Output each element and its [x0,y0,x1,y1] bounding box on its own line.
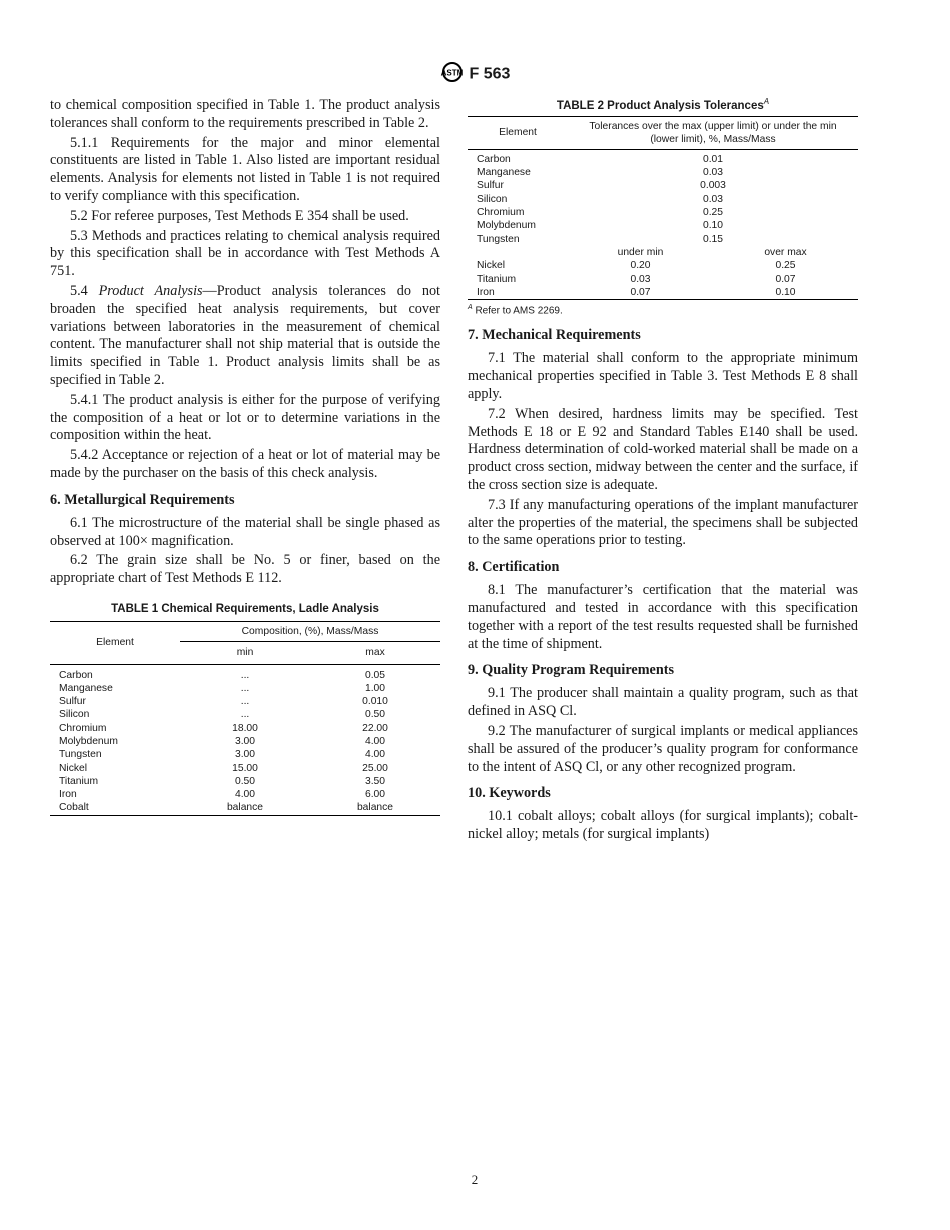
paragraph-7-2: 7.2 When desired, hardness limits may be specified. Test Methods E 18 or E 92 and Standard Tables E140 shall be used. Hardness determination of cold-worked material shall be made on a product cross section, midway between the center and the surface, if the cross section size is adequate. [468,405,858,493]
table-2-cell-tolerance: 0.10 [702,220,724,232]
paragraph-9-1: 9.1 The producer shall maintain a quality program, such as that defined in ASQ Cl. [468,685,858,720]
table-1-cell-min: ... [240,696,250,708]
table-2-cell-under: 0.07 [630,286,651,298]
table-2-cell-element: Iron [477,286,495,298]
paragraph-10-1: 10.1 cobalt alloys; cobalt alloys (for surgical implants); cobalt-nickel alloy; metals (for surgical implants) [468,808,858,843]
paragraph-5-2: 5.2 For referee purposes, Test Methods E 354 shall be used. [70,207,409,224]
page-header [0,62,950,87]
table-1-header-element: Element [96,637,134,649]
paragraph-5-1-1: 5.1.1 Requirements for the major and minor elemental constituents are listed in Table 1. Also listed are important residual elements. Analysis for elements not listed in Table 1 is not required to verify compliance with this specification. [50,134,440,204]
table-1-header-min: min [180,642,310,664]
table-1-row [50,708,440,721]
table-2-cell-tolerance: 0.01 [702,153,724,165]
table-1-cell-min: 3.00 [234,736,256,747]
table-2-header-tolerances: Tolerances over the max (upper limit) or under the min (lower limit), %, Mass/Mass [589,120,837,145]
table-2 [468,116,858,300]
table-2-cell-tolerance: 0.03 [702,167,724,179]
table-1-cell-element: Sulfur [59,696,86,708]
table-1-cell-min: 18.00 [232,722,258,734]
paragraph-5-4 [50,283,440,390]
page-number: 2 [471,1172,479,1187]
section-heading-7: 7. Mechanical Requirements [468,327,641,344]
paragraph-text: —Product analysis tolerances do not broaden the specified heat analysis requirements, but cover variations between laboratories in the measurement of chemical content. The manufacturer shall not ship material that is outside the limits specified in Table 1. Product analysis limits shall be as specified in Table 2. [50,282,440,388]
table-2-row [468,219,858,232]
paragraph-5-4-2: 5.4.2 Acceptance or rejection of a heat or lot of material may be made by the purchaser on the basis of this check analysis. [50,447,440,481]
table-1-cell-max: 4.00 [364,749,386,761]
paragraph-5-4-1: 5.4.1 The product analysis is either for the purpose of verifying the composition of a heat or lot or to determine variations in the composition within the heat. [50,391,440,444]
table-1-cell-max: 25.00 [362,762,388,774]
table-1-row [50,748,440,761]
table-1-cell-min: ... [240,682,250,694]
table-2-footnote: $^A$ Refer to AMS 2269. [468,304,563,317]
table-2-cell-element: Nickel [477,260,506,272]
table-1-cell-element: Chromium [59,722,107,734]
table-2-row [468,193,858,206]
paragraph-8-1: 8.1 The manufacturer’s certification that the material was manufactured and tested in accordance with this specification together with a report of the test results requested shall be furnished at the time of shipment. [468,582,858,652]
paragraph-5-1-continued: to chemical composition specified in Table 1. The product analysis tolerances shall conform to the requirements prescribed in Table 2. [50,97,440,131]
table-1-cell-element: Manganese [59,682,113,694]
table-2-subheader-under: under min [617,246,664,258]
table-1-cell-min: 3.00 [234,749,256,761]
table-2-cell-under: 0.03 [630,273,651,285]
table-1-block [50,603,440,816]
table-1-cell-max: 1.00 [364,682,386,694]
table-2-cell-element: Titanium [477,273,517,285]
table-1-row [50,801,440,815]
table-1-cell-element: Nickel [59,762,88,774]
table-2-cell-tolerance: 0.03 [702,193,724,205]
paragraph-title: Product Analysis [98,282,203,299]
table-1-row [50,788,440,801]
table-1-cell-max: 22.00 [362,722,388,734]
table-2-subheader-over: over max [764,246,807,258]
table-2-cell-element: Manganese [477,167,531,179]
table-1-cell-element: Silicon [59,709,90,721]
table-1-cell-max: 6.00 [364,789,386,801]
table-2-cell-over: 0.25 [775,260,796,272]
table-2-cell-element: Molybdenum [477,220,536,232]
table-2-row [468,233,858,246]
table-1-header-max: max [310,642,440,664]
paragraph-9-2: 9.2 The manufacturer of surgical implants or medical appliances shall be assured of the producer’s quality program for conformance to the intent of ASQ Cl, or any other recognized program. [468,722,858,775]
table-1-cell-max: 0.010 [362,696,388,708]
table-2-row [468,286,858,300]
svg-text:ASTM: ASTM [440,68,463,78]
table-1-title: TABLE 1 Chemical Requirements, Ladle Analysis [111,602,379,615]
section-heading-9: 9. Quality Program Requirements [468,662,674,679]
table-2-cell-element: Silicon [477,193,508,205]
left-column [50,97,440,816]
table-2-cell-element: Carbon [477,153,511,165]
table-1-row [50,722,440,735]
paragraph-5-3: 5.3 Methods and practices relating to chemical analysis required by this specification shall be in accordance with Test Methods A 751. [50,227,440,280]
table-1-cell-min: ... [240,669,250,681]
table-2-row [468,259,858,272]
table-1-cell-element: Molybdenum [59,736,118,747]
table-1-row [50,762,440,775]
standard-designation: F 563 [469,65,511,83]
table-2-cell-over: 0.10 [775,286,796,298]
table-2-cell-over: 0.07 [775,273,796,285]
table-2-row [468,153,858,166]
table-1 [50,621,440,816]
table-1-row [50,682,440,695]
right-column [468,97,858,846]
table-2-cell-element: Sulfur [477,180,504,192]
table-1-cell-min: 0.50 [234,775,256,787]
table-1-cell-max: 3.50 [364,775,386,787]
paragraph-6-2: 6.2 The grain size shall be No. 5 or finer, based on the appropriate chart of Test Methods E 112. [50,552,440,587]
table-1-row [50,695,440,708]
table-1-cell-element: Iron [59,789,77,801]
table-1-cell-min: ... [240,709,250,721]
table-1-row [50,775,440,788]
table-2-header-element: Element [499,127,537,139]
table-1-cell-element: Titanium [59,775,99,787]
table-2-cell-tolerance: 0.003 [700,180,726,192]
table-1-header-composition: Composition, (%), Mass/Mass [241,625,379,637]
table-1-cell-min: 15.00 [232,762,258,774]
table-2-cell-tolerance: 0.15 [702,233,724,245]
paragraph-6-1: 6.1 The microstructure of the material shall be single phased as observed at 100× magnification. [50,514,440,549]
table-2-row [468,179,858,192]
table-1-cell-max: 0.05 [364,669,386,681]
table-1-cell-element: Tungsten [59,749,102,761]
table-1-cell-max: 0.50 [364,709,386,721]
section-heading-10: 10. Keywords [468,785,551,802]
table-1-cell-max: 4.00 [364,736,386,747]
paragraph-7-3: 7.3 If any manufacturing operations of the implant manufacturer alter the properties of the material, the specimens shall be subjected to the same operations prior to testing. [468,496,858,549]
table-2-cell-element: Tungsten [477,233,520,245]
astm-logo-icon [440,62,464,87]
table-2-cell-under: 0.20 [630,260,651,272]
table-2-title: TABLE 2 Product Analysis Tolerances$^A$ [556,97,770,112]
table-1-cell-element: Carbon [59,669,93,681]
table-1-cell-element: Cobalt [59,802,89,814]
table-2-cell-tolerance: 0.25 [702,207,724,219]
table-2-row [468,166,858,179]
table-2-cell-element: Chromium [477,207,525,219]
table-1-cell-min: balance [226,802,264,814]
section-heading-6: 6. Metallurgical Requirements [50,491,235,508]
table-2-row [468,206,858,219]
table-1-row [50,669,440,682]
table-1-row [50,735,440,748]
table-1-cell-max: balance [356,802,394,814]
section-heading-8: 8. Certification [468,559,560,576]
table-1-cell-min: 4.00 [234,789,256,801]
table-2-row [468,273,858,286]
paragraph-number: 5.4 [70,282,88,299]
paragraph-7-1: 7.1 The material shall conform to the appropriate minimum mechanical properties specified in Table 3. Test Methods E 8 shall apply. [468,350,858,403]
